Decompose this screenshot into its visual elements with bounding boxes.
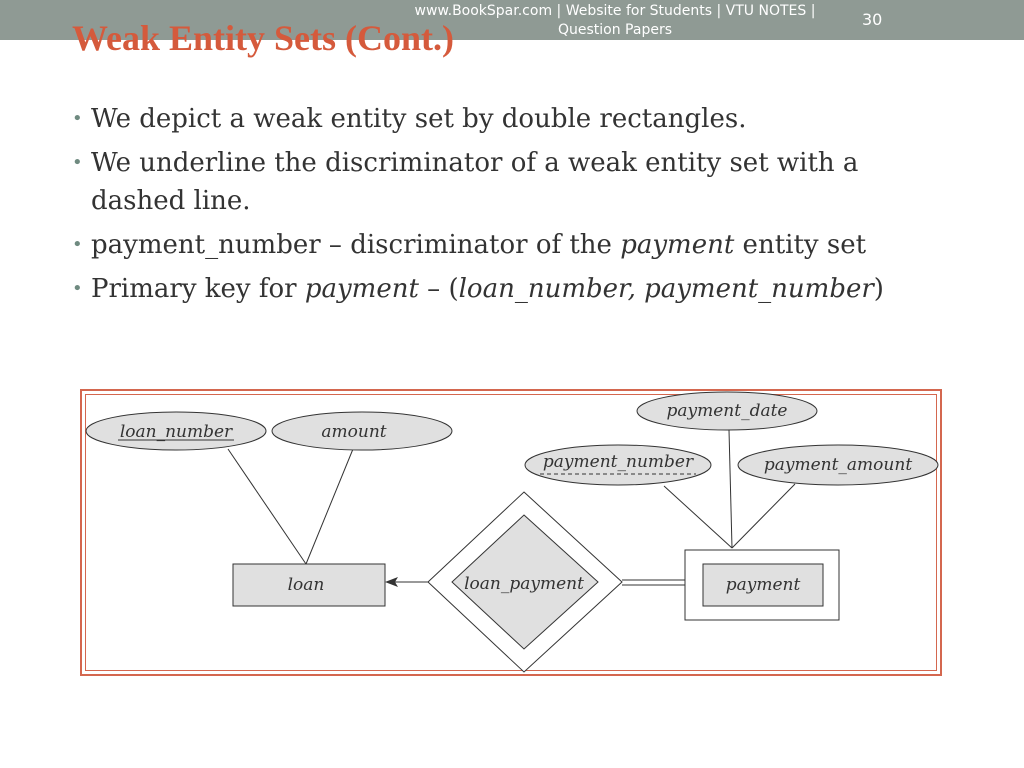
weak-entity-payment-label: payment <box>725 575 801 595</box>
bullet-text: entity set <box>734 230 867 260</box>
line-payment-number-payment <box>664 486 732 548</box>
line-loan-number-loan <box>228 449 306 564</box>
attribute-payment-date-label: payment_date <box>666 401 788 421</box>
bullet-text: – ( <box>418 274 459 304</box>
bullet-text: payment <box>304 274 419 304</box>
bullet-text: payment <box>620 230 735 260</box>
line-amount-loan <box>306 449 353 564</box>
site-header-text: www.BookSpar.com | Website for Students | VTU NOTES | Question Papers <box>414 3 816 38</box>
attribute-payment-amount-label: payment_amount <box>763 455 913 475</box>
bullet-dot: • <box>72 108 83 129</box>
bullet-dot: • <box>72 152 83 173</box>
bullet-text: Primary key for <box>91 274 305 304</box>
bullet-text: We depict a weak entity set by double rectangles. <box>91 104 747 134</box>
line-payment-amount-payment <box>732 484 795 548</box>
line-payment-date-payment <box>729 430 732 548</box>
bullet-dot: • <box>72 234 83 255</box>
bullet-dot: • <box>72 278 83 299</box>
bullet-text: payment_number – discriminator of the <box>91 230 621 260</box>
slide-number: 30 <box>862 10 883 29</box>
entity-loan-label: loan <box>287 575 325 595</box>
slide-title: Weak Entity Sets (Cont.) <box>72 18 455 58</box>
attribute-loan-number-label: loan_number <box>119 422 233 442</box>
relationship-loan-payment-label: loan_payment <box>464 574 584 594</box>
attribute-payment-number-label: payment_number <box>542 452 694 472</box>
attribute-amount-label: amount <box>321 422 387 442</box>
bullet-text: loan_number, payment_number <box>458 274 874 304</box>
bullet-text: ) <box>873 274 884 304</box>
bullet-text: We underline the discriminator of a weak entity set with a dashed line. <box>91 148 859 216</box>
